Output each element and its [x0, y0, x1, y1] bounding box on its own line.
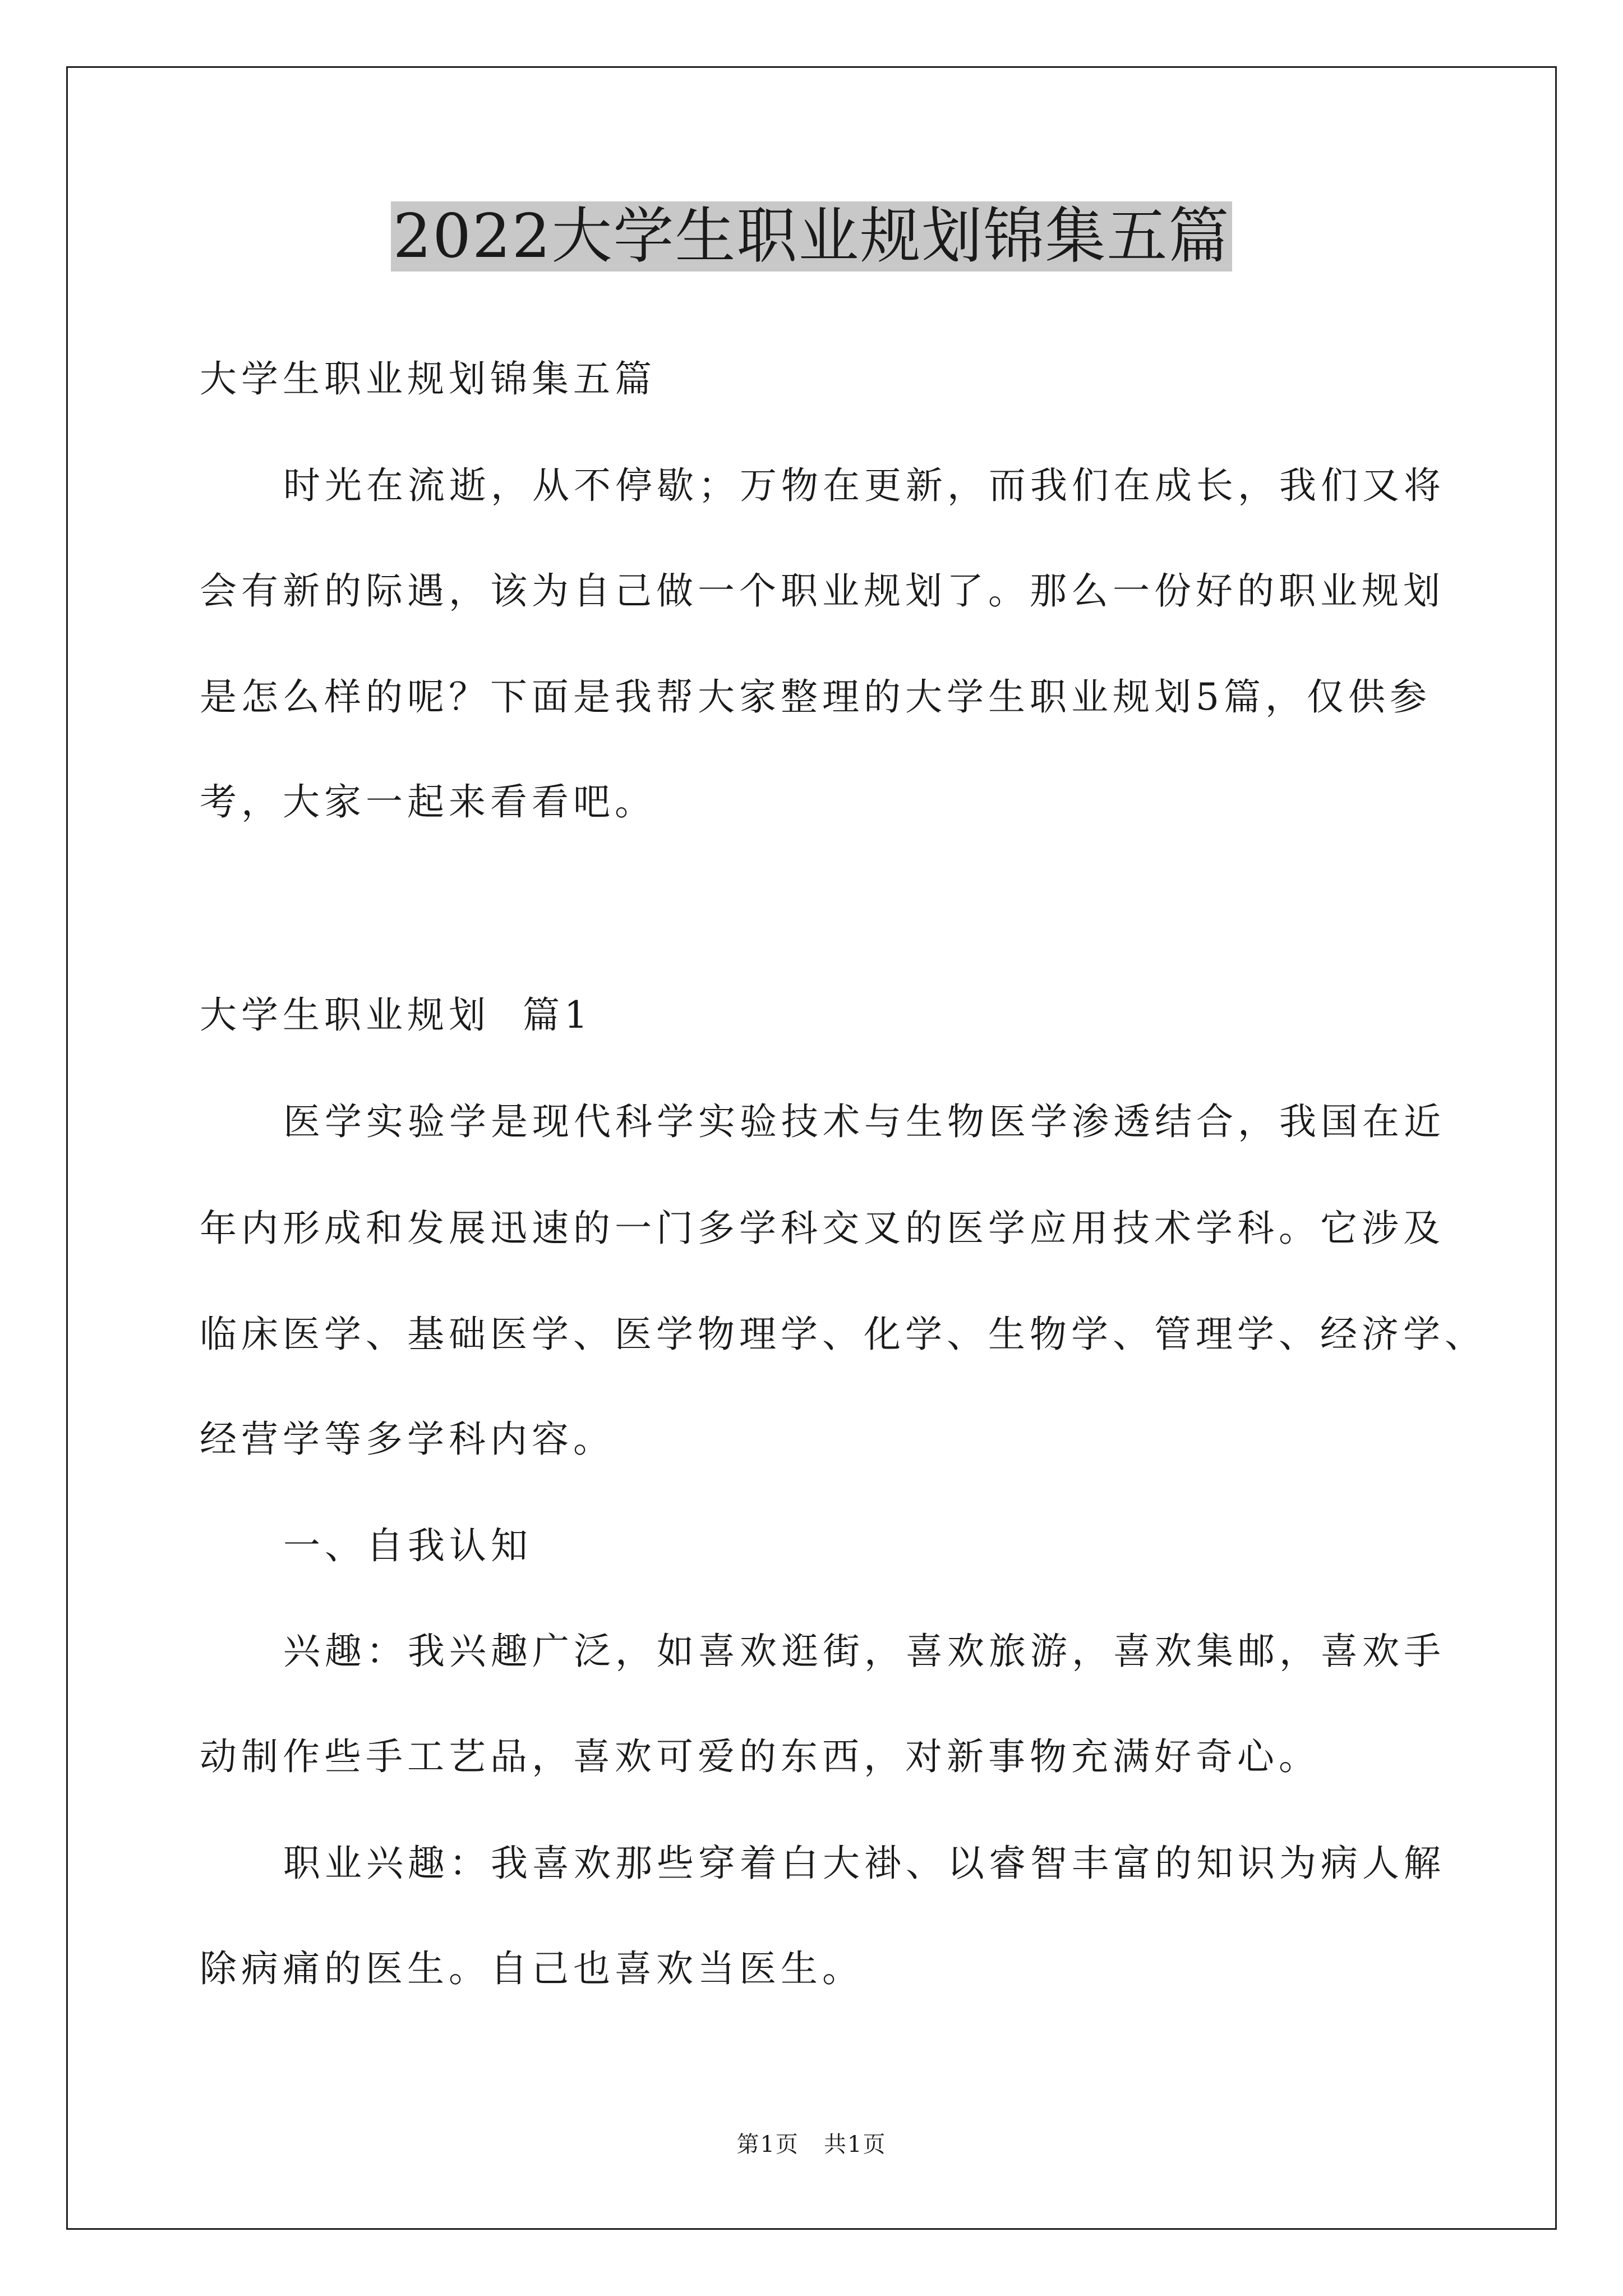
page-footer: 第1页 共1页	[736, 2132, 887, 2157]
interest-line-1: 兴趣：我兴趣广泛，如喜欢逛街，喜欢旅游，喜欢集邮，喜欢手	[283, 1630, 1445, 1673]
career-interest-line-2: 除病痛的医生。自己也喜欢当医生。	[200, 1947, 864, 1990]
intro-line-4: 考，大家一起来看看吧。	[200, 780, 656, 823]
section-line-3: 临床医学、基础医学、医学物理学、化学、生物学、管理学、经济学、	[200, 1313, 1486, 1356]
section-line-4: 经营学等多学科内容。	[200, 1418, 615, 1461]
document-title	[0, 197, 1623, 276]
subtitle: 大学生职业规划锦集五篇	[200, 357, 656, 401]
intro-line-3: 是怎么样的呢？下面是我帮大家整理的大学生职业规划5篇，仅供参	[200, 675, 1431, 719]
career-interest-line-1: 职业兴趣：我喜欢那些穿着白大褂、以睿智丰富的知识为病人解	[283, 1842, 1445, 1885]
section-line-2: 年内形成和发展迅速的一门多学科交叉的医学应用技术学科。它涉及	[200, 1207, 1445, 1250]
intro-line-2: 会有新的际遇，该为自己做一个职业规划了。那么一份好的职业规划	[200, 569, 1445, 613]
section-heading: 大学生职业规划 篇1	[200, 993, 592, 1037]
interest-line-2: 动制作些手工艺品，喜欢可爱的东西，对新事物充满好奇心。	[200, 1735, 1320, 1778]
document-title-text: 2022大学生职业规划锦集五篇	[391, 201, 1233, 272]
intro-line-1: 时光在流逝，从不停歇；万物在更新，而我们在成长，我们又将	[283, 464, 1445, 507]
section-line-1: 医学实验学是现代科学实验技术与生物医学渗透结合，我国在近	[283, 1100, 1445, 1143]
self-cognition-heading: 一、自我认知	[283, 1524, 532, 1567]
